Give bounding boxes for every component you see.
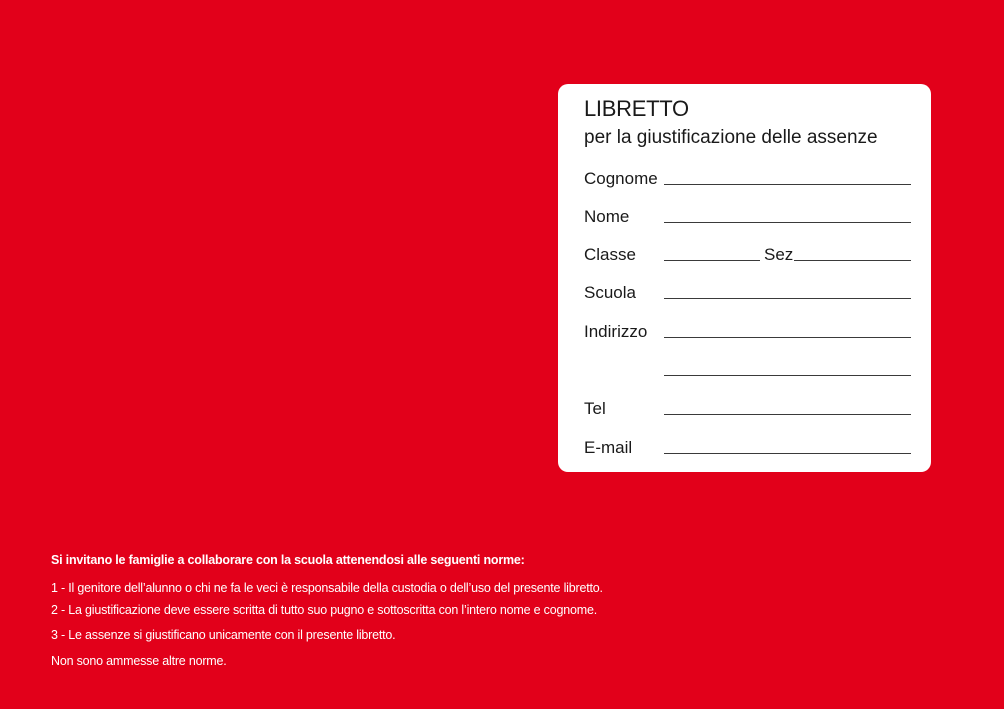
tel-field[interactable] (664, 414, 911, 415)
card-title: LIBRETTO (584, 96, 689, 121)
classe-field[interactable] (664, 260, 760, 261)
card-subtitle: per la giustificazione delle assenze (584, 127, 878, 148)
nome-field[interactable] (664, 222, 911, 223)
scuola-label: Scuola (584, 283, 636, 302)
email-label: E-mail (584, 438, 633, 457)
scuola-field[interactable] (664, 298, 911, 299)
rules-heading: Si invitano le famiglie a collaborare con la scuola attenendosi alle seguenti norme: (51, 553, 525, 567)
rule-item: 2 - La giustificazione deve essere scritta di tutto suo pugno e sottoscritta con l’intero nome e cognome. (51, 603, 597, 617)
cognome-field[interactable] (664, 184, 911, 185)
sez-label: Sez (764, 245, 794, 264)
email-field[interactable] (664, 453, 911, 454)
cognome-label: Cognome (584, 169, 658, 188)
classe-label: Classe (584, 245, 636, 264)
indirizzo-field[interactable] (664, 337, 911, 338)
rules-closing: Non sono ammesse altre norme. (51, 654, 227, 668)
rule-item: 1 - Il genitore dell’alunno o chi ne fa le veci è responsabile della custodia o dell’uso del presente libretto. (51, 581, 603, 595)
sez-field[interactable] (794, 260, 911, 261)
nome-label: Nome (584, 207, 630, 226)
indirizzo-field-line-2[interactable] (664, 375, 911, 376)
student-info-card (558, 84, 931, 472)
tel-label: Tel (584, 399, 606, 418)
indirizzo-label: Indirizzo (584, 322, 648, 341)
rule-item: 3 - Le assenze si giustificano unicamente con il presente libretto. (51, 628, 396, 642)
